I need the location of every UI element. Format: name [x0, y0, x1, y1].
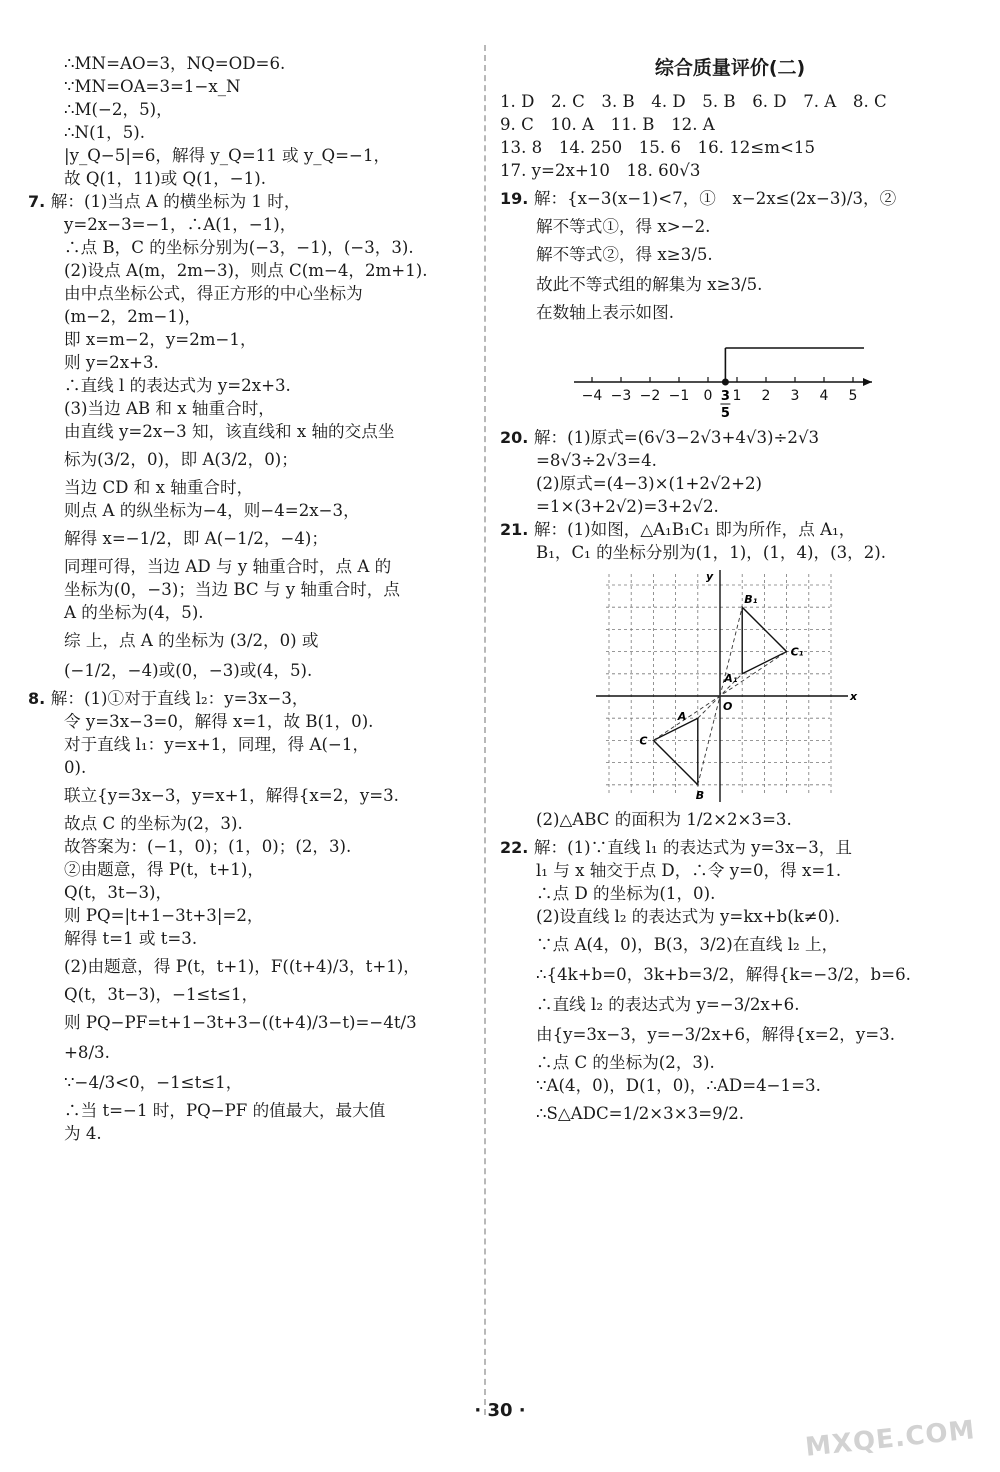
left-line [28, 190, 470, 213]
line-text: =8√3÷2√3=4. [536, 451, 657, 470]
line-text: 故点 C 的坐标为(2，3). [64, 814, 243, 833]
left-line [28, 328, 470, 351]
line-text: 解得 x=−1/2，即 A(−1/2，−4)； [64, 529, 328, 548]
question-number: 7. [28, 192, 51, 211]
tick-label: 4 [819, 388, 829, 404]
left-line [28, 282, 470, 305]
left-line [28, 578, 470, 601]
left-line [28, 236, 470, 259]
line-text: 则 PQ=|t+1−3t+3|=2， [64, 906, 264, 925]
line-text: 解：{x−3(x−1)<7，① x−2x≤(2x−3)/3，② [533, 189, 897, 208]
left-line [28, 374, 470, 397]
line-text: 解：(1)∵直线 l₁ 的表达式为 y=3x−3，且 [533, 838, 852, 857]
right_mid-line [500, 541, 960, 564]
line-text: 故答案为：(−1，0)；(1，0)；(2，3). [64, 837, 352, 856]
right_before_numline-line [500, 301, 960, 324]
line-text: ∴直线 l 的表达式为 y=2x+3. [64, 376, 291, 395]
left-line [28, 476, 470, 499]
right_after-line [500, 859, 960, 882]
line-text: (2)设直线 l₂ 的表达式为 y=kx+b(k≠0). [536, 907, 840, 926]
line-text: 由{y=3x−3，y=−3/2x+6，解得{x=2，y=3. [536, 1025, 895, 1044]
left-line [28, 756, 470, 779]
line-text: 坐标为(0，−3)；当边 BC 与 y 轴重合时，点 [64, 580, 400, 599]
left-line [28, 812, 470, 835]
line-text: 解不等式②，得 x≥3/5. [536, 245, 713, 264]
line-text: (3)当边 AB 和 x 轴重合时， [64, 399, 275, 418]
line-text: ∴{4k+b=0，3k+b=3/2，解得{k=−3/2，b=6. [536, 965, 911, 984]
right_mid-line [500, 495, 960, 518]
line-text: 13. 8 14. 250 15. 6 16. 12≤m<15 [500, 138, 815, 157]
q19-solution [500, 185, 960, 324]
right_after-line [500, 991, 960, 1018]
tick-label: −1 [668, 388, 690, 404]
line-text: |y_Q−5|=6，解得 y_Q=11 或 y_Q=−1， [64, 146, 391, 165]
line-text: B₁，C₁ 的坐标分别为(1，1)，(1，4)，(3，2). [536, 543, 887, 562]
point-label: C [639, 734, 648, 748]
right_after-line [500, 1021, 960, 1048]
line-text: 在数轴上表示如图. [536, 303, 675, 322]
line-text: 对于直线 l₁：y=x+1，同理，得 A(−1， [64, 735, 370, 754]
right_after-line [500, 931, 960, 958]
right_after-line [500, 905, 960, 928]
answers-line [500, 136, 960, 159]
point-label: A₁ [724, 671, 738, 685]
line-text: 故此不等式组的解集为 x≥3/5. [536, 275, 763, 294]
line-text: l₁ 与 x 轴交于点 D，∴令 y=0，得 x=1. [536, 861, 842, 880]
right_after-line [500, 882, 960, 905]
x-axis-label: x [850, 690, 858, 703]
tick-label: 2 [761, 388, 771, 404]
line-text: ∴当 t=−1 时，PQ−PF 的值最大，最大值 [64, 1101, 386, 1120]
line-text: ∴点 C 的坐标为(2，3). [536, 1053, 715, 1072]
y-axis-label: y [706, 570, 714, 583]
solution-point [722, 379, 729, 386]
point-label: A [677, 710, 687, 724]
line-text: ∴M(−2，5)， [64, 100, 173, 119]
left-line [28, 1122, 470, 1145]
left-line [28, 782, 470, 809]
left-line [28, 446, 470, 473]
right_after-line [500, 1051, 960, 1074]
line-text: ∵A(4，0)，D(1，0)，∴AD=4−1=3. [536, 1076, 821, 1095]
line-text: 令 y=3x−3=0，解得 x=1，故 B(1，0). [64, 712, 374, 731]
tick-label: 5 [848, 388, 858, 404]
left-line [28, 904, 470, 927]
right-column [500, 52, 960, 1130]
q22-solution [500, 806, 960, 1127]
line-text: y=2x−3=−1，∴A(1，−1)， [64, 215, 297, 234]
marker-numerator: 3 [720, 389, 730, 404]
tick-label: 3 [790, 388, 800, 404]
right_after-line [500, 806, 960, 833]
left-column [28, 52, 470, 1145]
left-line [28, 1099, 470, 1122]
line-text: 17. y=2x+10 18. 60√3 [500, 161, 701, 180]
line-text: 联立{y=3x−3，y=x+1，解得{x=2，y=3. [64, 786, 399, 805]
left-line [28, 601, 470, 624]
coordinate-grid [500, 570, 960, 802]
right_after-line [500, 961, 960, 988]
line-text: 则 PQ−PF=t+1−3t+3−((t+4)/3−t)=−4t/3 [64, 1013, 417, 1032]
line-text: Q(t，3t−3)， [64, 883, 173, 902]
answers-line [500, 113, 960, 136]
line-text: ∴N(1，5). [64, 123, 146, 142]
tick-label: 1 [732, 388, 742, 404]
watermark: MXQE.COM [804, 1415, 978, 1463]
right_after-line [500, 1074, 960, 1097]
line-text: 综 上，点 A 的坐标为 (3/2，0) 或 [64, 631, 319, 650]
line-text: 当边 CD 和 x 轴重合时， [64, 478, 254, 497]
left-line [28, 75, 470, 98]
left-line [28, 881, 470, 904]
line-text: 0). [64, 758, 87, 777]
line-text: 解：(1)①对于直线 l₂：y=3x−3， [50, 689, 309, 708]
line-text: 则 y=2x+3. [64, 353, 159, 372]
line-text: (−1/2，−4)或(0，−3)或(4，5). [64, 661, 313, 680]
left-line [28, 121, 470, 144]
number-line [500, 326, 960, 422]
answer-key [500, 90, 960, 182]
line-text: 则点 A 的纵坐标为−4，则−4=2x−3， [64, 501, 360, 520]
left-line [28, 657, 470, 684]
right_after-line [500, 836, 960, 859]
right_before_numline-line [500, 185, 960, 212]
right_before_numline-line [500, 215, 960, 238]
tick-label: −3 [610, 388, 632, 404]
left-line [28, 98, 470, 121]
column-divider [484, 45, 486, 1415]
line-text: 解：(1)原式=(6√3−2√3+4√3)÷2√3 [533, 428, 820, 447]
line-text: ∴MN=AO=3，NQ=OD=6. [64, 54, 286, 73]
section-title: 综合质量评价(二) [654, 57, 806, 79]
line-text: =1×(3+2√2)=3+2√2. [536, 497, 719, 516]
left-line [28, 927, 470, 950]
left-line [28, 710, 470, 733]
left-line [28, 1009, 470, 1036]
left-line [28, 397, 470, 420]
left-line [28, 1039, 470, 1066]
left-line [28, 733, 470, 756]
left-line [28, 835, 470, 858]
line-text: ∵−4/3<0，−1≤t≤1， [64, 1073, 243, 1092]
q20-q21-solution [500, 426, 960, 564]
line-text: 由中点坐标公式，得正方形的中心坐标为 [64, 284, 363, 303]
answers-line [500, 159, 960, 182]
tick-label: −2 [639, 388, 661, 404]
right_after-line [500, 1100, 960, 1127]
line-text: 故 Q(1，11)或 Q(1，−1). [64, 169, 266, 188]
left-line [28, 983, 470, 1006]
line-text: ∴直线 l₂ 的表达式为 y=−3/2x+6. [536, 995, 800, 1014]
left-line [28, 259, 470, 282]
line-text: ∵MN=OA=3=1−x_N [64, 77, 241, 96]
line-text: +8/3. [64, 1043, 110, 1062]
line-text: (2)由题意，得 P(t，t+1)，F((t+4)/3，t+1)， [64, 957, 420, 976]
line-text: (m−2，2m−1)， [64, 307, 202, 326]
left-line [28, 144, 470, 167]
line-text: (2)设点 A(m，2m−3)，则点 C(m−4，2m+1). [64, 261, 428, 280]
line-text: 1. D 2. C 3. B 4. D 5. B 6. D 7. A 8. C [500, 92, 887, 111]
tick-label: 0 [703, 388, 713, 404]
left-line [28, 858, 470, 881]
line-text: A 的坐标为(4，5). [64, 603, 204, 622]
line-text: 由直线 y=2x−3 知，该直线和 x 轴的交点坐 [64, 422, 395, 441]
line-text: 解不等式①，得 x>−2. [536, 217, 711, 236]
line-text: ∴点 D 的坐标为(1，0). [536, 884, 716, 903]
axis-arrow [863, 378, 872, 386]
left-line [28, 167, 470, 190]
line-text: 解得 t=1 或 t=3. [64, 929, 198, 948]
left-line [28, 499, 470, 522]
question-number: 8. [28, 689, 51, 708]
line-text: ②由题意，得 P(t，t+1)， [64, 860, 264, 879]
right_mid-line [500, 426, 960, 449]
question-number: 22. [500, 838, 534, 857]
right_before_numline-line [500, 271, 960, 298]
line-text: (2)原式=(4−3)×(1+2√2+2) [536, 474, 763, 493]
coordinate-grid-figure [500, 570, 960, 802]
left-line [28, 555, 470, 578]
line-text: ∵点 A(4，0)，B(3，3/2)在直线 l₂ 上， [536, 935, 839, 954]
question-number: 19. [500, 189, 534, 208]
left-line [28, 420, 470, 443]
line-text: 9. C 10. A 11. B 12. A [500, 115, 715, 134]
right_before_numline-line [500, 241, 960, 268]
right_mid-line [500, 518, 960, 541]
line-text: 为 4. [64, 1124, 102, 1143]
point-label: B [695, 788, 705, 802]
line-text: ∴S△ADC=1/2×3×3=9/2. [536, 1104, 745, 1123]
line-text: (2)△ABC 的面积为 1/2×2×3=3. [536, 810, 792, 829]
right_mid-line [500, 449, 960, 472]
right_mid-line [500, 472, 960, 495]
left-line [28, 1069, 470, 1096]
question-number: 21. [500, 520, 534, 539]
origin-label: O [723, 700, 733, 713]
left-line [28, 305, 470, 328]
line-text: 即 x=m−2，y=2m−1， [64, 330, 257, 349]
page-number: · 30 · [474, 1400, 526, 1421]
line-text: 同理可得，当边 AD 与 y 轴重合时，点 A 的 [64, 557, 392, 576]
line-text: 标为(3/2，0)，即 A(3/2，0)； [64, 450, 298, 469]
left-line [28, 351, 470, 374]
question-number: 20. [500, 428, 534, 447]
left-line [28, 627, 470, 654]
number-line-figure [500, 326, 960, 422]
tick-label: −4 [581, 388, 603, 404]
answers-line [500, 90, 960, 113]
line-text: ∴点 B，C 的坐标分别为(−3，−1)，(−3，3). [64, 238, 414, 257]
point-label: B₁ [744, 593, 758, 607]
line-text: 解：(1)当点 A 的横坐标为 1 时， [50, 192, 301, 211]
point-label: C₁ [790, 645, 804, 659]
left-line [28, 687, 470, 710]
left-line [28, 52, 470, 75]
line-text: Q(t，3t−3)，−1≤t≤1， [64, 985, 259, 1004]
left-line [28, 213, 470, 236]
left-line [28, 525, 470, 552]
left-line [28, 953, 470, 980]
marker-denominator: 5 [720, 406, 730, 421]
line-text: 解：(1)如图，△A₁B₁C₁ 即为所作，点 A₁， [533, 520, 856, 539]
